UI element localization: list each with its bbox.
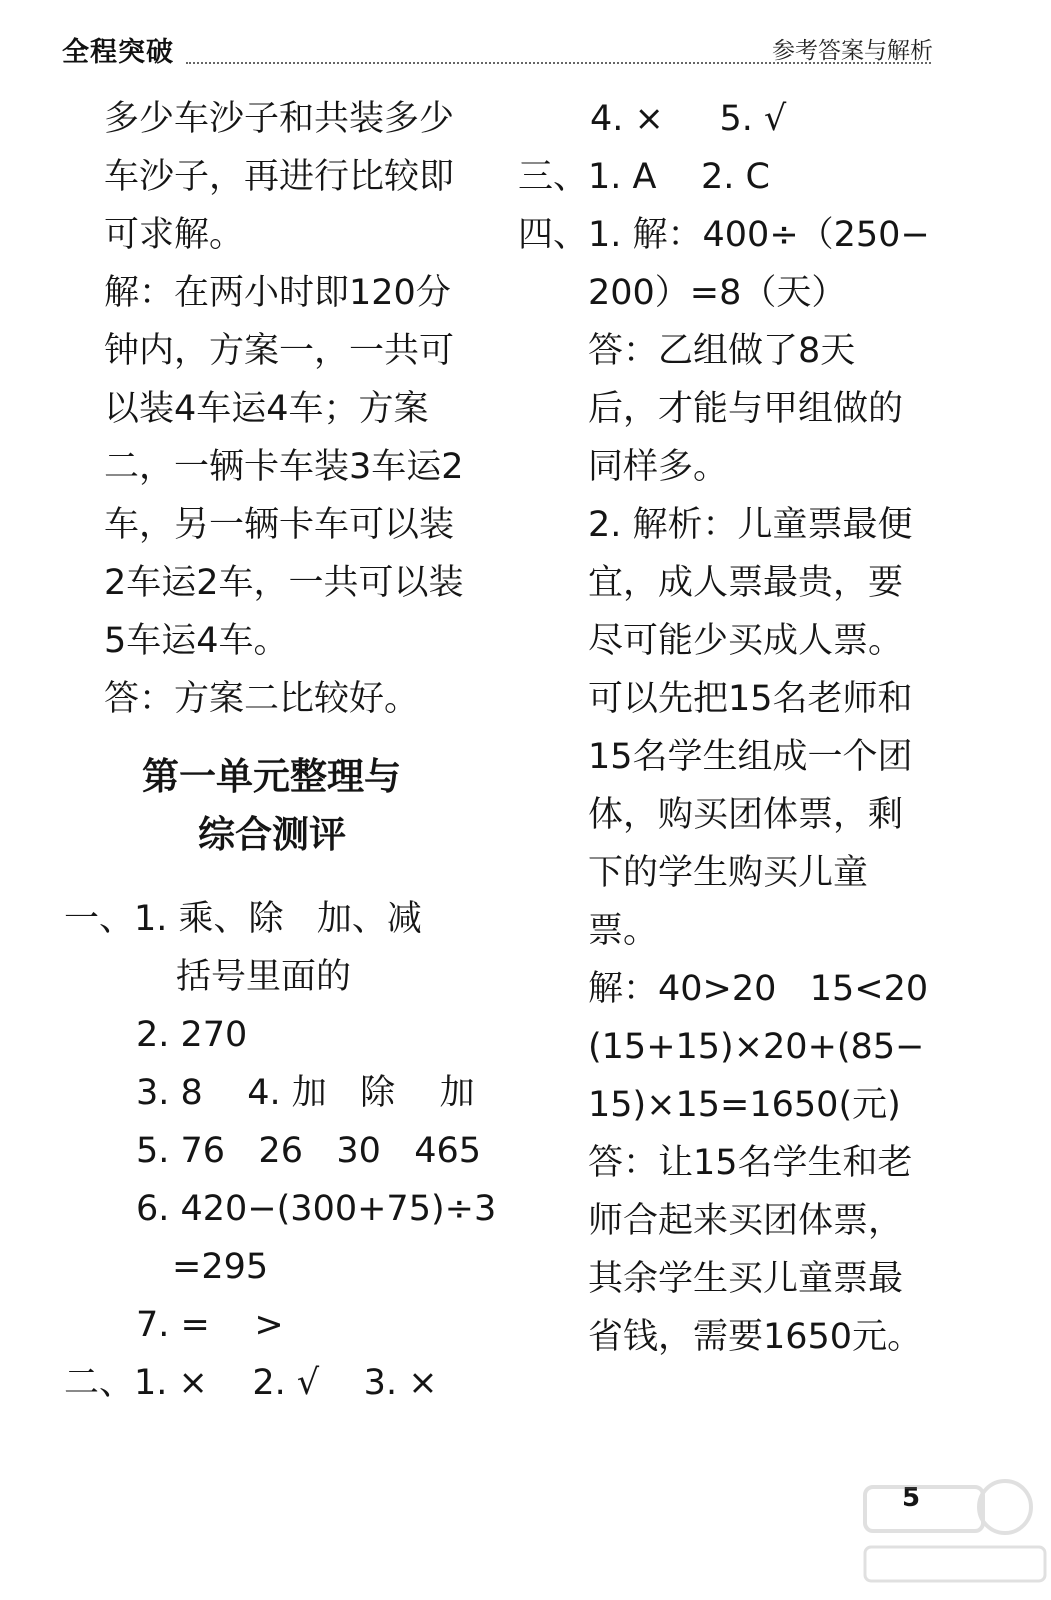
text-line: 答：乙组做了8天 — [588, 331, 856, 371]
text-line: 以装4车运4车；方案 — [104, 389, 429, 429]
page-header — [0, 0, 1051, 80]
text-line: 省钱，需要1650元。 — [588, 1317, 923, 1357]
answer-line: 5. 76 26 30 465 — [136, 1131, 482, 1171]
text-line: 2. 解析：儿童票最便 — [588, 505, 913, 545]
text-line: 可求解。 — [104, 215, 245, 255]
text-line: 师合起来买团体票， — [588, 1201, 904, 1241]
text-line: (15+15)×20+(85− — [588, 1027, 925, 1067]
text-line: 2车运2车，一共可以装 — [104, 563, 464, 603]
text-line: 车，另一辆卡车可以装 — [104, 505, 455, 545]
answer-line: 一、1. 乘、除 加、减 — [64, 899, 422, 939]
text-line: 答：方案二比较好。 — [104, 679, 420, 719]
text-line: 二，一辆卡车装3车运2 — [104, 447, 464, 487]
text-line: 同样多。 — [588, 447, 729, 487]
answer-line: 二、1. × 2. √ 3. × — [64, 1363, 438, 1403]
text-line: 下的学生购买儿童 — [588, 853, 869, 893]
text-line: 答：让15名学生和老 — [588, 1143, 913, 1183]
answer-line: 7. = > — [136, 1305, 284, 1345]
answer-line: =295 — [172, 1247, 269, 1287]
text-line: 票。 — [588, 911, 659, 951]
text-line: 钟内，方案一，一共可 — [104, 331, 455, 371]
answer-line: 2. 270 — [136, 1015, 248, 1055]
text-line: 可以先把15名老师和 — [588, 679, 913, 719]
text-line: 15)×15=1650(元) — [588, 1085, 901, 1125]
text-line: 15名学生组成一个团 — [588, 737, 913, 777]
header-title: 参考答案与解析 — [772, 38, 933, 64]
answer-line: 4. × 5. √ — [590, 99, 787, 139]
text-line: 其余学生买儿童票最 — [588, 1259, 904, 1299]
book-logo: 全程突破 — [62, 37, 174, 68]
answer-line: 四、1. 解：400÷（250− — [518, 215, 930, 255]
text-line: 解：在两小时即120分 — [104, 273, 451, 313]
text-line: 解：40>20 15<20 — [588, 969, 929, 1009]
section-title: 综合测评 — [198, 813, 346, 856]
answer-line: 括号里面的 — [176, 957, 352, 997]
text-line: 200）=8（天） — [588, 273, 847, 313]
text-line: 后，才能与甲组做的 — [588, 389, 904, 429]
answer-line: 三、1. A 2. C — [518, 157, 770, 197]
page-number: 5 — [902, 1483, 921, 1513]
answer-line: 6. 420−(300+75)÷3 — [136, 1189, 497, 1229]
watermark-logo — [855, 1475, 1050, 1595]
section-title: 第一单元整理与 — [142, 755, 401, 798]
text-line: 车沙子，再进行比较即 — [104, 157, 455, 197]
text-line: 尽可能少买成人票。 — [588, 621, 904, 661]
text-line: 体，购买团体票，剩 — [588, 795, 904, 835]
text-line: 多少车沙子和共装多少 — [104, 99, 455, 139]
answer-line: 3. 8 4. 加 除 加 — [136, 1073, 475, 1113]
text-line: 5车运4车。 — [104, 621, 289, 661]
text-line: 宜，成人票最贵，要 — [588, 563, 904, 603]
